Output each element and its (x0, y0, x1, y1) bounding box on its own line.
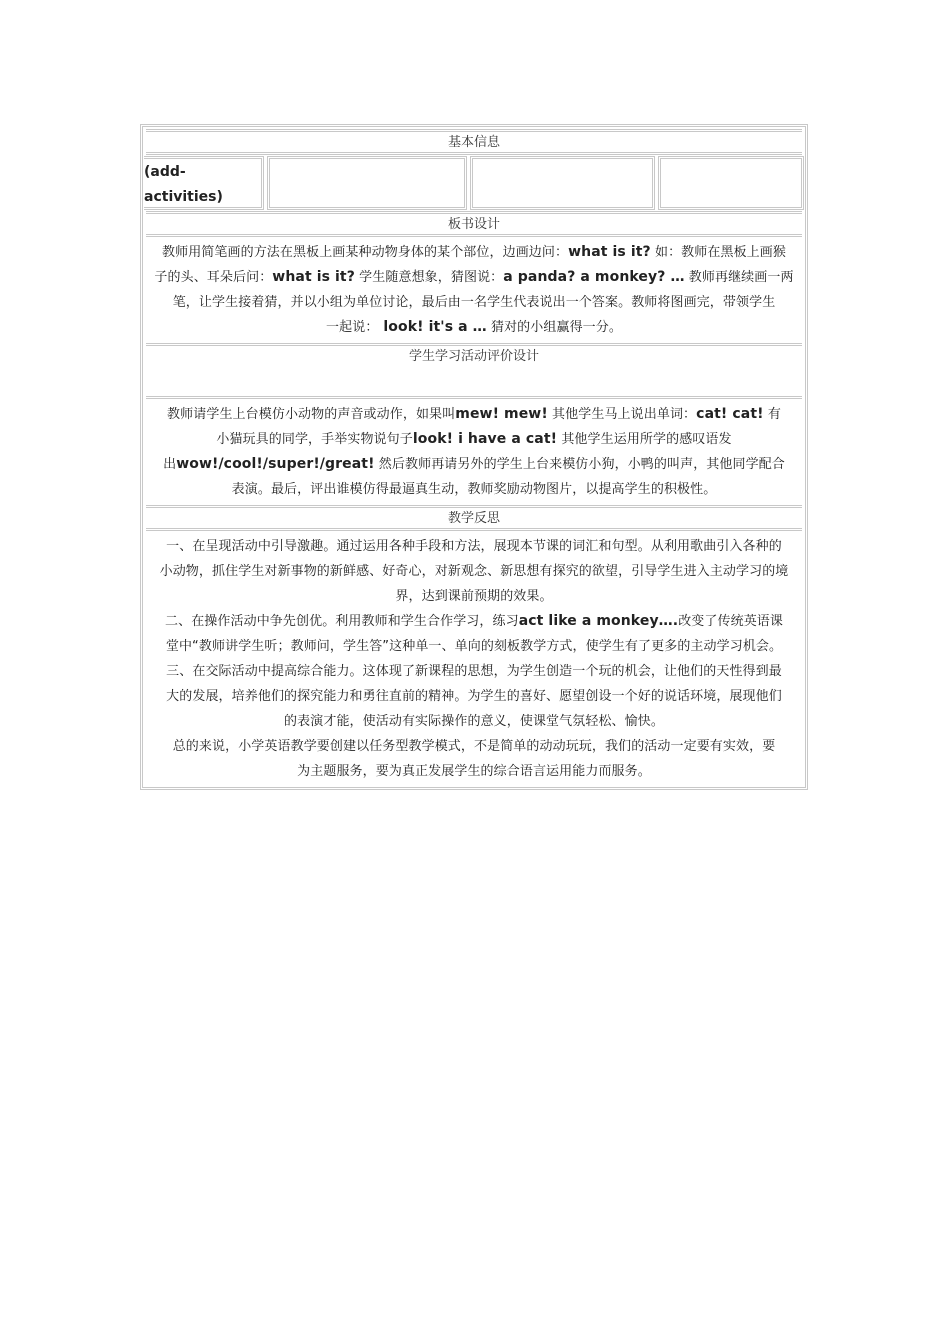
text-run: 然后教师再请另外的学生上台来模仿小狗，小鸭的叫声，其他同学配合 (374, 457, 785, 472)
reflection-line: 总的来说，小学英语教学要创建以任务型教学模式，不是简单的动动玩玩，我们的活动一定要有实效，要 (172, 739, 776, 754)
text-run: 学生随意想象，猜图说： (354, 270, 504, 285)
reflection-content (144, 532, 804, 786)
reflection-line: 一、在呈现活动中引导激趣。通过运用各种手段和方法，展现本节课的词汇和句型。从利用歌曲引入各种的 (166, 539, 782, 554)
reflection-line: 大的发展，培养他们的探究能力和勇往直前的精神。为学生的喜好、愿望创设一个好的说话环境，展现他们 (166, 689, 782, 704)
reflection-line: 为主题服务，要为真正发展学生的综合语言运用能力而服务。 (297, 764, 651, 779)
english-phrase: act like a monkey…. (518, 613, 679, 629)
text-run: 猜对的小组赢得一分。 (486, 320, 622, 335)
reflection-line: 堂中“教师讲学生听；教师问，学生答”这种单一、单向的刻板教学方式，使学生有了更多的主动学习机会。 (165, 639, 783, 654)
text-run: 教师请学生上台模仿小动物的声音或动作，如果叫 (167, 407, 456, 422)
english-phrase: what is it? (272, 269, 355, 285)
text-run: 出 (163, 457, 177, 472)
lesson-plan-table (140, 124, 808, 790)
text-run: 一起说： (326, 320, 379, 335)
board-design-content (144, 238, 804, 342)
text-run: 教师再继续画一两 (684, 270, 794, 285)
english-phrase: wow!/cool!/super!/great! (176, 456, 375, 472)
board-design-line (144, 240, 804, 265)
english-phrase: cat! cat! (696, 406, 764, 422)
basic-info-header: 基本信息 (146, 129, 802, 155)
text-run: 教师用简笔画的方法在黑板上画某种动物身体的某个部位，边画边问： (162, 245, 569, 260)
text-run: 改变了传统英语课 (678, 614, 783, 629)
english-phrase: look! i have a cat! (412, 431, 558, 447)
add-activities-cell: (add-activities) (144, 156, 264, 210)
empty-info-cell (267, 156, 467, 210)
reflection-line: 小动物，抓住学生对新事物的新鲜感、好奇心，对新观念、新思想有探究的欲望，引导学生进入主动学习的境 (159, 564, 789, 579)
reflection-line: 的表演才能，使活动有实际操作的意义，使课堂气氛轻松、愉快。 (284, 714, 664, 729)
text-run: 其他学生马上说出单词： (547, 407, 697, 422)
board-design-line: 笔，让学生接着猜，并以小组为单位讨论，最后由一名学生代表说出一个答案。教师将图画完，带领学生 (172, 295, 776, 310)
evaluation-line: 表演。最后，评出谁模仿得最逼真生动，教师奖励动物图片，以提高学生的积极性。 (231, 482, 717, 497)
board-design-header: 板书设计 (146, 211, 802, 237)
text-run: 有 (763, 407, 781, 422)
text-run: 如：教师在黑板上画猴 (650, 245, 786, 260)
reflection-line (144, 609, 804, 634)
english-phrase: a panda? a monkey? … (503, 269, 685, 285)
text-run: 二、在操作活动中争先创优。利用教师和学生合作学习，练习 (165, 614, 519, 629)
english-phrase: what is it? (568, 244, 651, 260)
basic-info-row (144, 156, 804, 210)
evaluation-line (144, 452, 804, 477)
english-phrase: look! it's a … (378, 319, 487, 335)
board-design-line (144, 315, 804, 340)
evaluation-header: 学生学习活动评价设计 (146, 343, 802, 399)
english-phrase: mew! mew! (455, 406, 548, 422)
board-design-line (144, 265, 804, 290)
text-run: 其他学生运用所学的感叹语发 (557, 432, 732, 447)
evaluation-content (144, 400, 804, 504)
empty-info-cell (658, 156, 804, 210)
empty-info-cell (470, 156, 655, 210)
text-run: 子的头、耳朵后问： (154, 270, 273, 285)
text-run: 小猫玩具的同学，手举实物说句子 (216, 432, 413, 447)
reflection-line: 界，达到课前预期的效果。 (395, 589, 553, 604)
evaluation-line (144, 402, 804, 427)
evaluation-line (144, 427, 804, 452)
reflection-line: 三、在交际活动中提高综合能力。这体现了新课程的思想，为学生创造一个玩的机会，让他们的天性得到最 (166, 664, 782, 679)
reflection-header: 教学反思 (146, 505, 802, 531)
